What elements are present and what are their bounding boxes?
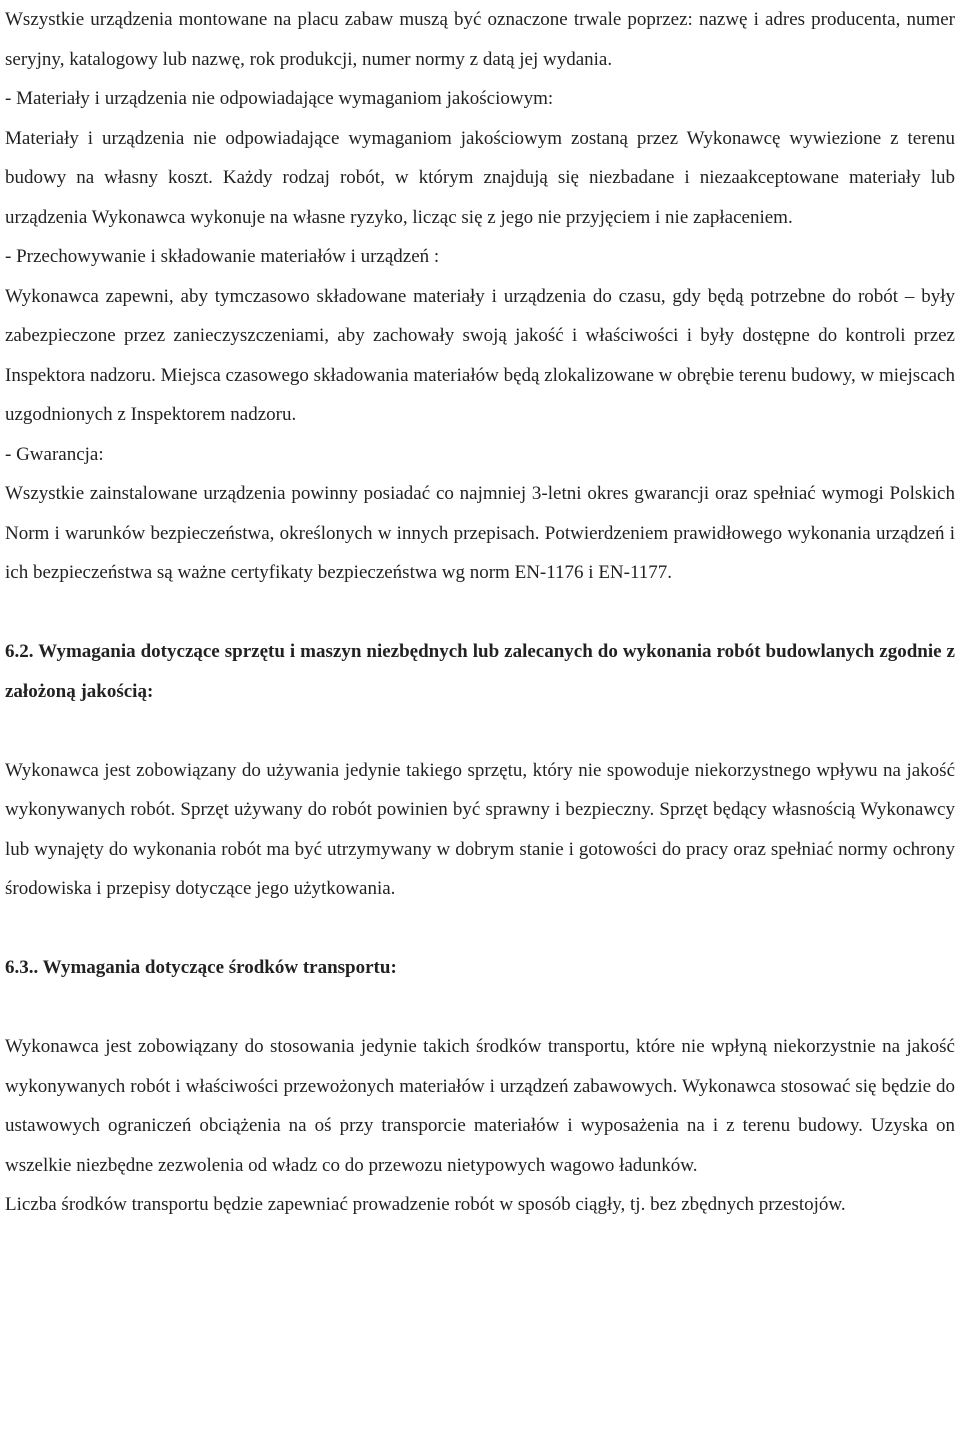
section-spacer: [5, 711, 955, 751]
subheading-nonconforming-materials: - Materiały i urządzenia nie odpowiadające wymaganiom jakościowym:: [5, 88, 554, 109]
paragraph-transport: Wykonawca jest zobowiązany do stosowania jedynie takich środków transportu, które nie wpłyną niekorzystnie na jakość wykonywanych robót i właściwości przewożonych materiałów i urządzeń zabawowych. Wykonawca stosować się będzie do ustawowych ograniczeń obciążenia na oś przy transporcie materiałów i wyposażenia na i z terenu budowy. Uzyska on wszelkie niezbędne zezwolenia od władz co do przewozu nietypowych wagowo ładunków.: [5, 1036, 955, 1176]
section-heading-6-3: 6.3.. Wymagania dotyczące środków transportu:: [5, 957, 397, 978]
section-spacer: [5, 593, 955, 633]
section-spacer: [5, 909, 955, 949]
paragraph-equipment: Wykonawca jest zobowiązany do używania jedynie takiego sprzętu, który nie spowoduje niekorzystnego wpływu na jakość wykonywanych robót. Sprzęt używany do robót powinien być sprawny i bezpieczny. Sprzęt będący własnością Wykonawcy lub wynajęty do wykonania robót ma być utrzymywany w dobrym stanie i gotowości do pracy oraz spełniać normy ochrony środowiska i przepisy dotyczące jego użytkowania.: [5, 759, 955, 899]
paragraph-nonconforming-materials: Materiały i urządzenia nie odpowiadające wymaganiom jakościowym zostaną przez Wykonawcę wywiezione z terenu budowy na własny koszt. Każdy rodzaj robót, w którym znajdują się niezbadane i niezaakceptowane materiały lub urządzenia Wykonawca wykonuje na własne ryzyko, licząc się z jego nie przyjęciem i nie zapłaceniem.: [5, 127, 955, 228]
subheading-storage: - Przechowywanie i składowanie materiałów i urządzeń :: [5, 246, 440, 267]
paragraph-device-marking: Wszystkie urządzenia montowane na placu zabaw muszą być oznaczone trwale poprzez: nazwę i adres producenta, numer seryjny, katalogowy lub nazwę, rok produkcji, numer normy z datą jej wydania.: [5, 9, 955, 70]
paragraph-transport-count: Liczba środków transportu będzie zapewniać prowadzenie robót w sposób ciągły, tj. bez zbędnych przestojów.: [5, 1194, 846, 1215]
document-page: [5, 0, 955, 1225]
subheading-warranty: - Gwarancja:: [5, 443, 104, 465]
section-heading-6-2: 6.2. Wymagania dotyczące sprzętu i maszyn niezbędnych lub zalecanych do wykonania robót budowlanych zgodnie z założoną jakością:: [5, 641, 955, 702]
section-spacer: [5, 988, 955, 1028]
paragraph-storage: Wykonawca zapewni, aby tymczasowo składowane materiały i urządzenia do czasu, gdy będą potrzebne do robót – były zabezpieczone przez zanieczyszczeniami, aby zachowały swoją jakość i właściwości i były dostępne do kontroli przez Inspektora nadzoru. Miejsca czasowego składowania materiałów będą zlokalizowane w obrębie terenu budowy, w miejscach uzgodnionych z Inspektorem nadzoru.: [5, 285, 955, 425]
paragraph-warranty: Wszystkie zainstalowane urządzenia powinny posiadać co najmniej 3-letni okres gwarancji oraz spełniać wymogi Polskich Norm i warunków bezpieczeństwa, określonych w innych przepisach. Potwierdzeniem prawidłowego wykonania urządzeń i ich bezpieczeństwa są ważne certyfikaty bezpieczeństwa wg norm EN-1176 i EN-1177.: [5, 483, 955, 583]
